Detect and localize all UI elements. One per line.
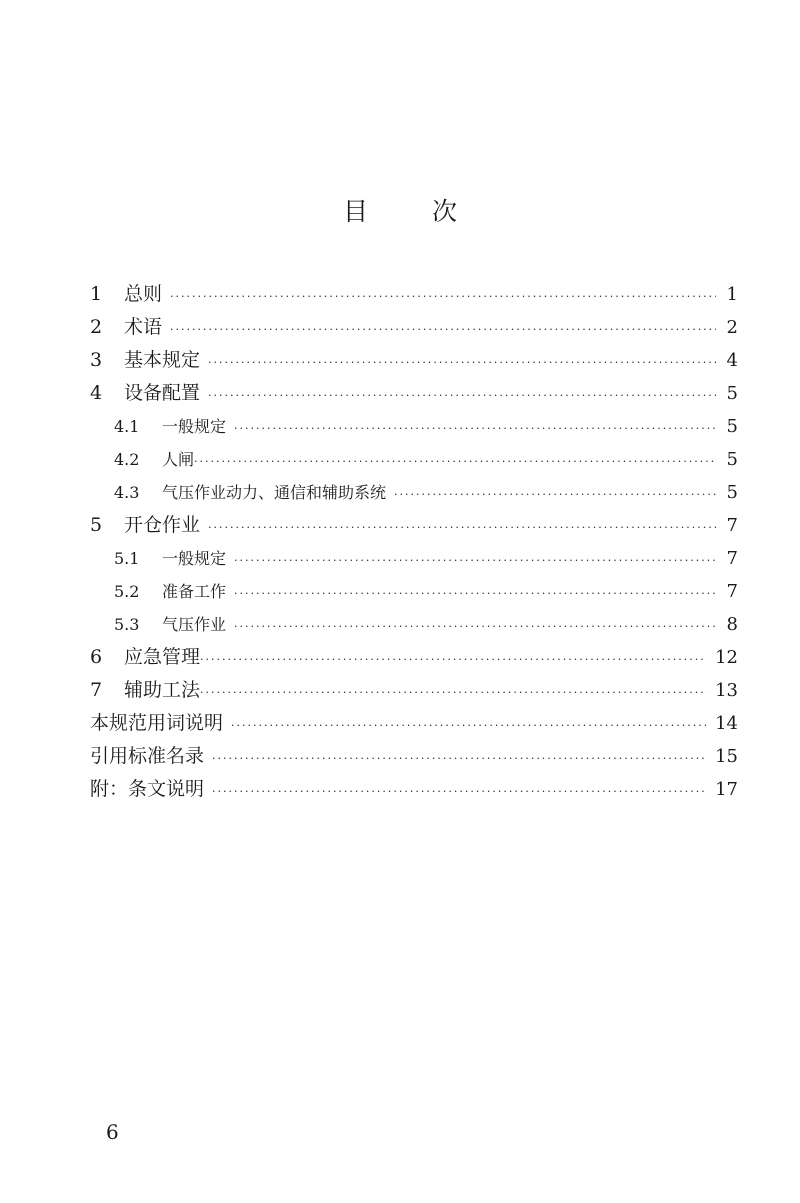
dot-leader xyxy=(231,709,707,742)
dot-leader xyxy=(194,445,716,478)
toc-entry[interactable] xyxy=(90,476,738,509)
toc-entry-label: 辅助工法 xyxy=(124,679,201,701)
title-char-1: 目 xyxy=(342,197,368,226)
toc-entry[interactable] xyxy=(90,773,738,806)
toc-entry-number: 5.3 xyxy=(114,615,140,634)
toc-entry-number: 4.2 xyxy=(114,450,140,469)
table-of-contents xyxy=(90,278,738,806)
toc-entry[interactable] xyxy=(90,674,738,707)
toc-entry-page: 5 xyxy=(726,416,738,437)
toc-entry[interactable] xyxy=(90,443,738,476)
dot-leader xyxy=(394,478,716,511)
toc-entry-page: 7 xyxy=(726,515,738,536)
dot-leader xyxy=(170,280,716,313)
page-title xyxy=(0,192,800,228)
toc-entry-label: 人闸 xyxy=(162,450,195,469)
toc-entry[interactable] xyxy=(90,410,738,443)
toc-entry-number: 4.3 xyxy=(114,483,140,502)
toc-entry-page: 12 xyxy=(715,647,738,668)
toc-entry-page: 17 xyxy=(715,779,738,800)
toc-entry-page: 5 xyxy=(726,449,738,470)
dot-leader xyxy=(234,412,716,445)
dot-leader xyxy=(234,577,716,610)
toc-entry[interactable] xyxy=(90,608,738,641)
toc-entry-page: 7 xyxy=(726,548,738,569)
toc-entry[interactable] xyxy=(90,311,738,344)
toc-entry-page: 5 xyxy=(726,482,738,503)
dot-leader xyxy=(208,379,716,412)
toc-entry-page: 2 xyxy=(726,317,738,338)
toc-entry-page: 14 xyxy=(715,713,738,734)
toc-entry[interactable] xyxy=(90,740,738,773)
toc-entry-label: 一般规定 xyxy=(162,549,227,568)
toc-entry-number: 5 xyxy=(90,514,103,536)
toc-entry-label: 本规范用词说明 xyxy=(90,712,224,734)
toc-entry-label: 总则 xyxy=(124,283,163,305)
dot-leader xyxy=(212,775,707,808)
dot-leader xyxy=(200,676,707,709)
toc-entry-label: 设备配置 xyxy=(124,382,201,404)
toc-entry-label: 术语 xyxy=(124,316,163,338)
toc-entry-number: 7 xyxy=(90,679,103,701)
toc-entry-number: 6 xyxy=(90,646,103,668)
toc-entry-page: 7 xyxy=(726,581,738,602)
toc-entry-label: 一般规定 xyxy=(162,417,227,436)
toc-entry-number: 5.2 xyxy=(114,582,140,601)
dot-leader xyxy=(234,544,716,577)
toc-entry[interactable] xyxy=(90,707,738,740)
toc-entry-label: 应急管理 xyxy=(124,646,201,668)
toc-entry-page: 13 xyxy=(715,680,738,701)
toc-entry[interactable] xyxy=(90,344,738,377)
page-number: 6 xyxy=(106,1120,119,1144)
toc-entry-number: 5.1 xyxy=(114,549,140,568)
toc-entry-page: 5 xyxy=(726,383,738,404)
toc-entry-label: 气压作业 xyxy=(162,615,227,634)
toc-entry[interactable] xyxy=(90,575,738,608)
toc-entry-label: 基本规定 xyxy=(124,349,201,371)
toc-entry-page: 1 xyxy=(726,284,738,305)
dot-leader xyxy=(170,313,716,346)
dot-leader xyxy=(234,610,716,643)
toc-entry-page: 4 xyxy=(726,350,738,371)
toc-entry[interactable] xyxy=(90,641,738,674)
toc-entry-number: 3 xyxy=(90,349,103,371)
dot-leader xyxy=(212,742,707,775)
dot-leader xyxy=(208,511,716,544)
toc-entry-page: 8 xyxy=(726,614,738,635)
toc-entry[interactable] xyxy=(90,509,738,542)
toc-entry[interactable] xyxy=(90,542,738,575)
toc-entry-label: 气压作业动力、通信和辅助系统 xyxy=(162,483,387,502)
toc-entry-number: 1 xyxy=(90,283,103,305)
toc-entry[interactable] xyxy=(90,377,738,410)
toc-entry-page: 15 xyxy=(715,746,738,767)
toc-entry[interactable] xyxy=(90,278,738,311)
toc-entry-label: 引用标准名录 xyxy=(90,745,205,767)
title-char-2: 次 xyxy=(432,197,458,226)
toc-entry-number: 4 xyxy=(90,382,103,404)
dot-leader xyxy=(208,346,716,379)
toc-entry-number: 4.1 xyxy=(114,417,140,436)
dot-leader xyxy=(200,643,707,676)
toc-entry-label: 准备工作 xyxy=(162,582,227,601)
toc-entry-label: 开仓作业 xyxy=(124,514,201,536)
toc-entry-label: 附：条文说明 xyxy=(90,778,205,800)
toc-entry-number: 2 xyxy=(90,316,103,338)
